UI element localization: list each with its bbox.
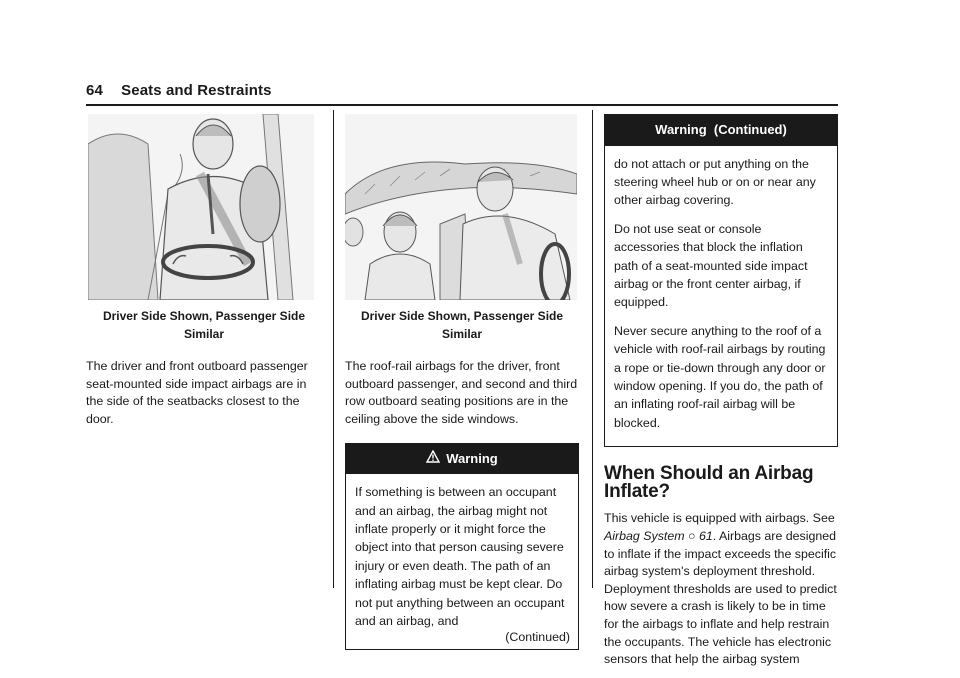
warning-paragraph: Do not use seat or console accessories that block the inflation path of a seat-mounted side impact airbag or the front center airbag, if equipped. [614,221,808,310]
page-number: 64 [86,82,103,99]
column-divider-1 [333,110,334,588]
warning-triangle-icon [426,450,440,468]
link-page-number[interactable]: 61 [698,529,713,544]
section-heading: When Should an Airbag Inflate? [604,463,814,502]
image-caption: Driver Side Shown, Passenger Side Similar [102,309,306,341]
warning-continued-box [604,114,838,447]
body-text: The roof-rail airbags for the driver, front outboard passenger, and second and third row outboard seating positions are in the ceiling above the side windows. [345,359,578,426]
airbag-system-link[interactable]: Airbag System [604,529,685,544]
warning-paragraph: Never secure anything to the roof of a vehicle with roof-rail airbags by routing a rope or tie-down through any door or window opening. If you do, the path of an inflating roof-rail airbag will be blocked. [614,323,826,430]
body-text: This vehicle is equipped with airbags. See Airbag System ○ 61. Airbags are designed to inflate if the impact exceeds the specific airbag system's deployment threshold. Deployment thresholds are used to predict how severe a crash is likely to be in time for the airbags to inflate and help restrain the occupants. The vehicle has electronic sensors that help the airbag system [604,511,837,667]
warning-text: If something is between an occupant and an airbag, the airbag might not inflate properly or it might force the object into that person causing severe injury or even death. The path of an inflating airbag must be kept clear. Do not put anything between an occupant and an airbag, and [355,485,565,628]
column-2 [345,114,579,650]
column-divider-2 [592,110,593,588]
continued-label: (Continued) [505,630,570,645]
roof-rail-airbag-illustration [345,114,577,300]
image-caption: Driver Side Shown, Passenger Side Similar [360,309,564,341]
warning-header [346,444,578,475]
page-header [86,82,272,99]
warning-box [345,443,579,650]
header-rule [86,104,838,106]
driver-side-airbag-illustration [88,114,314,300]
body-text: The driver and front outboard passenger seat-mounted side impact airbags are in the side of the seatbacks closest to the door. [86,359,308,426]
section-title: Seats and Restraints [121,82,272,99]
column-3 [604,114,838,669]
warning-continued-header: Warning (Continued) [605,115,837,146]
column-1 [86,114,322,429]
page-reference-icon: ○ [688,529,696,544]
warning-paragraph: do not attach or put anything on the steering wheel hub or on or near any other airbag covering. [614,156,816,208]
warning-title: Warning [446,450,498,466]
